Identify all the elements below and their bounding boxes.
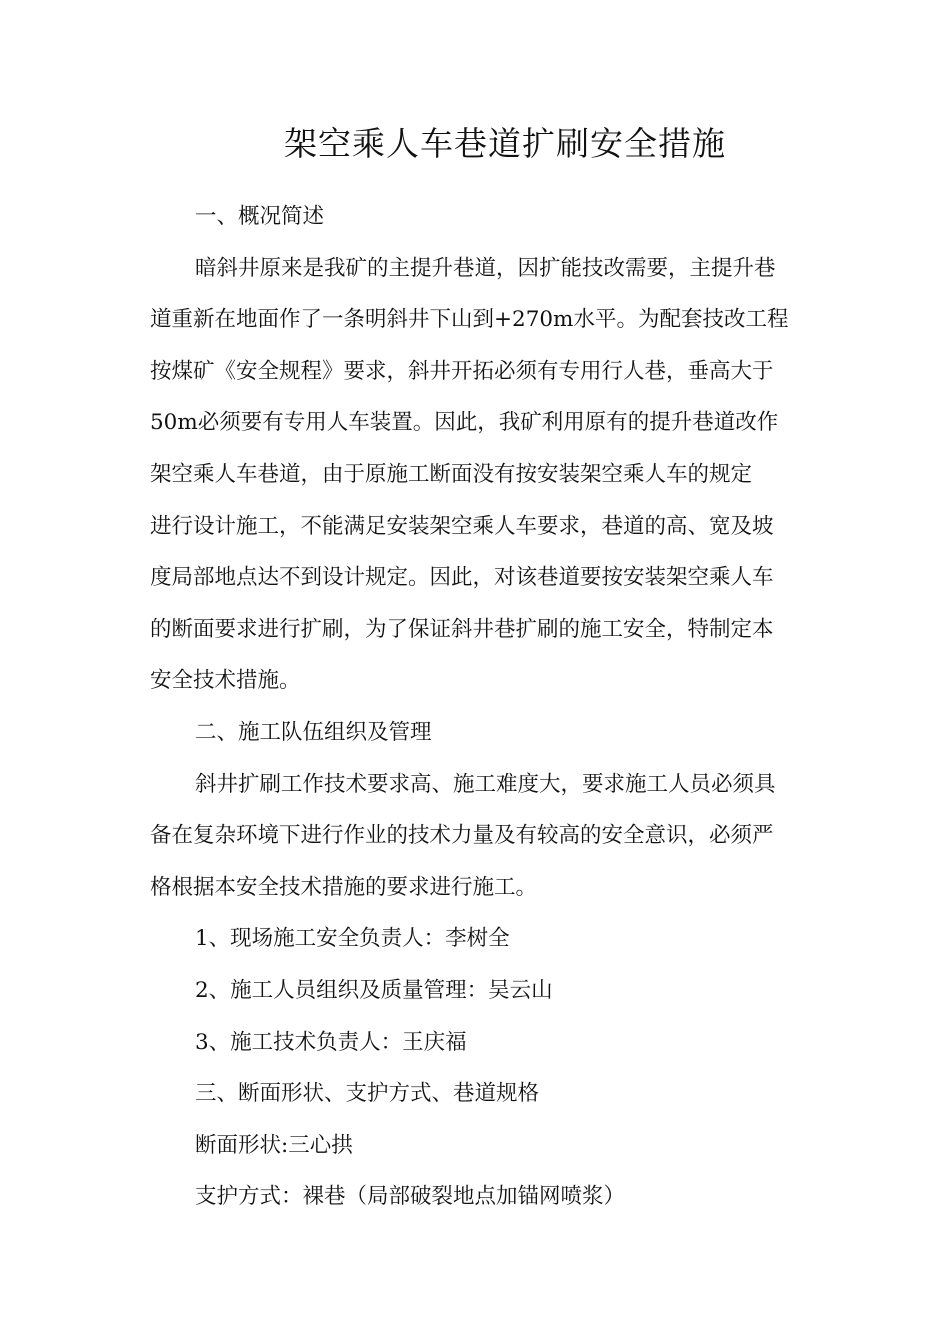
- paragraph-line: 道重新在地面作了一条明斜井下山到+270m水平。为配套技改工程: [150, 307, 789, 333]
- paragraph-line: 安全技术措施。: [150, 668, 301, 694]
- document-title: 架空乘人车巷道扩刷安全措施: [284, 124, 726, 163]
- paragraph-line: 备在复杂环境下进行作业的技术力量及有较高的安全意识，必须严: [150, 823, 774, 849]
- paragraph-line: 50m必须要有专用人车装置。因此，我矿利用原有的提升巷道改作: [150, 410, 779, 436]
- document-body: [150, 191, 805, 1223]
- list-item: 3、施工技术负责人：王庆福: [195, 1029, 467, 1055]
- paragraph-line: 度局部地点达不到设计规定。因此，对该巷道要按安装架空乘人车: [150, 565, 774, 591]
- paragraph-line: 暗斜井原来是我矿的主提升巷道，因扩能技改需要，主提升巷: [195, 255, 776, 281]
- spec-line: 支护方式：裸巷（局部破裂地点加锚网喷浆）: [195, 1184, 626, 1210]
- paragraph-line: 格根据本安全技术措施的要求进行施工。: [150, 874, 538, 900]
- paragraph-line: 斜井扩刷工作技术要求高、施工难度大，要求施工人员必须具: [195, 771, 776, 797]
- paragraph-line: 架空乘人车巷道，由于原施工断面没有按安装架空乘人车的规定: [150, 461, 753, 487]
- section-heading-section-shape: 三、断面形状、支护方式、巷道规格: [195, 1081, 540, 1107]
- paragraph-line: 的断面要求进行扩刷，为了保证斜井巷扩刷的施工安全，特制定本: [150, 616, 774, 642]
- spec-line: 断面形状:三心拱: [195, 1132, 353, 1158]
- list-item: 1、现场施工安全负责人：李树全: [195, 926, 510, 952]
- section-heading-overview: 一、概况简述: [195, 204, 325, 229]
- section-heading-team: 二、施工队伍组织及管理: [195, 719, 432, 745]
- paragraph-line: 按煤矿《安全规程》要求，斜井开拓必须有专用行人巷，垂高大于: [150, 358, 774, 384]
- paragraph-line: 进行设计施工，不能满足安装架空乘人车要求，巷道的高、宽及坡: [150, 513, 774, 539]
- list-item: 2、施工人员组织及质量管理：吴云山: [195, 977, 553, 1003]
